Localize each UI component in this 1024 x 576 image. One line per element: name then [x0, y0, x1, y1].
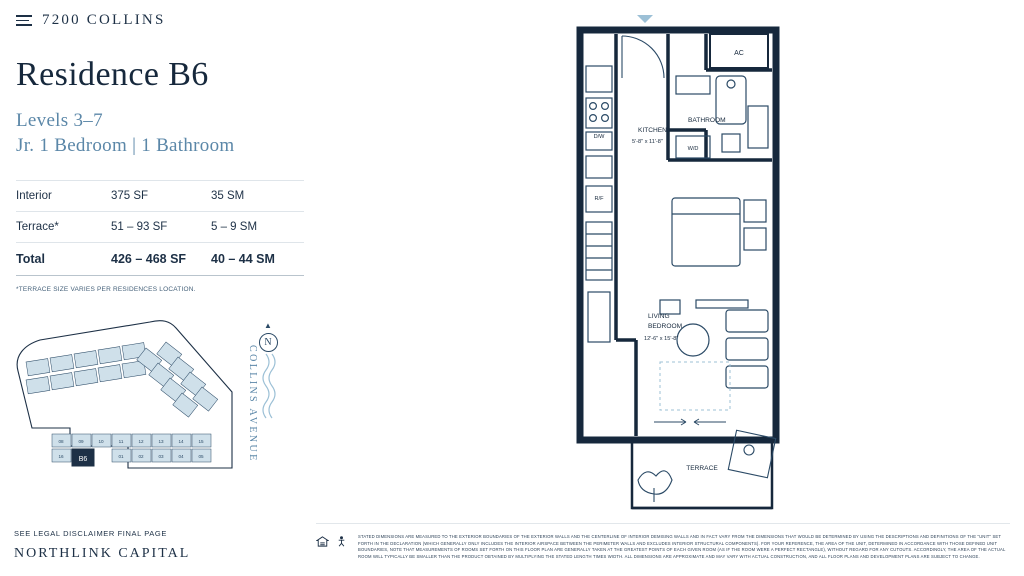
brand-bar — [16, 12, 165, 29]
equal-housing-opportunity-icon — [316, 535, 329, 548]
svg-text:15: 15 — [198, 439, 204, 444]
hamburger-icon[interactable] — [16, 15, 32, 26]
svg-text:12: 12 — [138, 439, 144, 444]
label-living-dim: 12'-6" x 15'-8" — [644, 336, 679, 342]
company-logo: NORTHLINK CAPITAL — [14, 546, 191, 561]
residence-levels: Levels 3–7 — [16, 110, 103, 131]
label-bedroom: BEDROOM — [648, 323, 683, 330]
label-rf: R/F — [594, 196, 604, 202]
footer-right — [316, 534, 1010, 560]
legal-disclaimer-link[interactable]: SEE LEGAL DISCLAIMER FINAL PAGE — [14, 529, 167, 538]
label-kitchen-dim: 5'-8" x 11'-8" — [632, 139, 663, 145]
label-kitchen: KITCHEN — [638, 127, 667, 134]
accessibility-icon — [335, 535, 348, 548]
fine-print: STATED DIMENSIONS ARE MEASURED TO THE EXTERIOR BOUNDARIES OF THE EXTERIOR WALLS AND THE CENTERLINE OF INTERIOR DEMISING WALLS AND IN FACT VARY FROM THE DIMENSIONS THAT WOULD BE DETERMINED BY USING THE DESCRIPTIONS AND DEFINITIONS OF THE "UNIT" SET FORTH IN THE DECLARATION (WHICH GENERALLY ONLY INCLUDES THE INTERIOR AIRSPACE BETWEEN THE PERIMETER WALLS AND EXCLUDES INTERIOR STRUCTURAL COMPONENTS). FOR YOUR REFERENCE, THE AREA OF THE UNIT, DETERMINED IN ACCORDANCE WITH THOSE DEFINED UNIT BOUNDARIES, NOTE THAT MEASUREMENTS OF ROOMS SET FORTH ON THIS FLOOR PLAN ARE GENERALLY TAKEN AT THE GREATEST POINTS OF EACH GIVEN ROOM (AS IF THE ROOM WERE A PERFECT RECTANGLE), WITHOUT REGARD FOR ANY CUTOUTS. ACCORDINGLY, THE AREA OF THE ACTUAL ROOM WILL TYPICALLY BE SMALLER THAN THE PRODUCT OBTAINED BY MULTIPLYING THE STATED LENGTH TIMES WIDTH. ALL DIMENSIONS ARE APPROXIMATE AND MAY VARY WITH ACTUAL CONSTRUCTION, AND ALL FLOOR PLANS AND DEVELOPMENT PLANS ARE SUBJECT TO CHANGE. — [358, 534, 1006, 559]
label-wd: W/D — [687, 146, 699, 152]
svg-text:B6: B6 — [78, 456, 88, 463]
footer-left — [14, 529, 190, 562]
terrace-note: *TERRACE SIZE VARIES PER RESIDENCES LOCATION. — [16, 286, 196, 294]
residence-subtitle — [16, 108, 316, 158]
water-wave-icon — [262, 352, 276, 422]
total-sm: 40 – 44 SM — [211, 243, 304, 276]
svg-text:03: 03 — [158, 454, 164, 459]
residence-type: Jr. 1 Bedroom | 1 Bathroom — [16, 135, 235, 157]
spec-sm: 5 – 9 SM — [211, 212, 304, 243]
compass — [256, 322, 280, 352]
residence-info-panel — [16, 56, 316, 293]
street-label: COLLINS AVENUE — [247, 345, 258, 463]
svg-text:16: 16 — [58, 454, 64, 459]
footer-icons — [316, 534, 348, 548]
label-ac: AC — [734, 50, 744, 57]
spec-sf: 375 SF — [111, 181, 211, 212]
svg-text:14: 14 — [178, 439, 184, 444]
table-row — [16, 181, 304, 212]
label-dw: D/W — [593, 134, 605, 140]
svg-text:09: 09 — [78, 439, 84, 444]
svg-text:01: 01 — [118, 454, 124, 459]
spec-sm: 35 SM — [211, 181, 304, 212]
page-title: Residence B6 — [16, 56, 209, 93]
floor-plan — [576, 10, 796, 530]
table-row — [16, 212, 304, 243]
spec-label: Interior — [16, 181, 111, 212]
label-terrace: TERRACE — [686, 465, 718, 472]
svg-text:04: 04 — [178, 454, 184, 459]
label-bathroom: BATHROOM — [688, 117, 726, 124]
table-row-total — [16, 243, 304, 276]
svg-text:05: 05 — [198, 454, 204, 459]
svg-text:13: 13 — [158, 439, 164, 444]
compass-label: N — [259, 333, 278, 352]
svg-text:11: 11 — [118, 439, 124, 444]
spec-label: Terrace* — [16, 212, 111, 243]
total-sf: 426 – 468 SF — [111, 243, 211, 276]
svg-text:08: 08 — [58, 439, 64, 444]
label-living: LIVING — [648, 313, 670, 320]
brand-title: 7200 COLLINS — [42, 12, 166, 28]
compass-needle-icon: ▲ — [264, 321, 272, 330]
spec-sf: 51 – 93 SF — [111, 212, 211, 243]
svg-text:10: 10 — [98, 439, 104, 444]
total-label: Total — [16, 243, 111, 276]
specs-table — [16, 180, 304, 276]
svg-text:02: 02 — [138, 454, 144, 459]
key-plan — [10, 318, 245, 503]
footer-divider — [316, 523, 1010, 524]
